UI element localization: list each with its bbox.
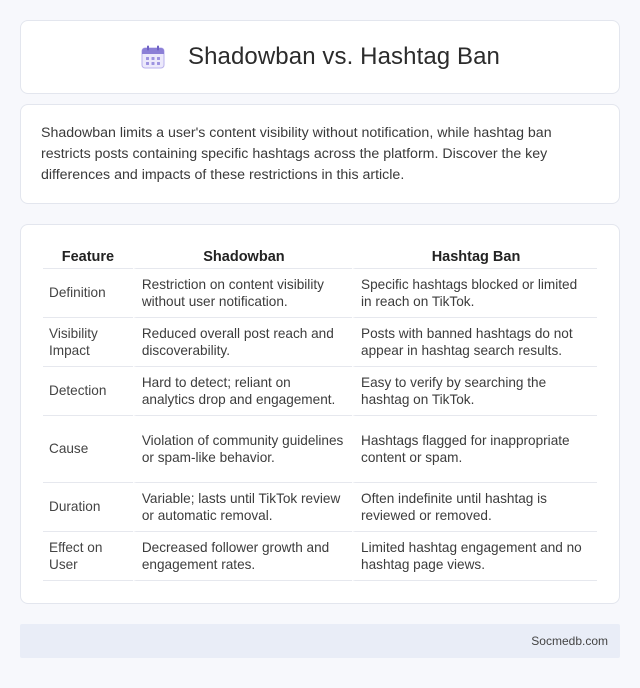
hashtag-ban-cell: Hashtags flagged for inappropriate content or spam. (352, 416, 597, 483)
hashtag-ban-cell: Often indefinite until hashtag is reviewed or removed. (352, 483, 597, 532)
table-header-row (43, 243, 597, 269)
table-row (43, 532, 597, 581)
hashtag-ban-cell: Easy to verify by searching the hashtag on TikTok. (352, 367, 597, 416)
table-row (43, 367, 597, 416)
hashtag-ban-cell: Posts with banned hashtags do not appear in hashtag search results. (352, 318, 597, 367)
shadowban-cell: Hard to detect; reliant on analytics drop and engagement. (133, 367, 352, 416)
source-link[interactable]: Socmedb.com (531, 634, 608, 648)
comparison-table-card (20, 224, 620, 604)
shadowban-cell: Violation of community guidelines or spam-like behavior. (133, 416, 352, 483)
shadowban-cell: Restriction on content visibility without user notification. (133, 269, 352, 318)
table-row (43, 416, 597, 483)
comparison-table (43, 243, 597, 581)
table-row (43, 318, 597, 367)
shadowban-cell: Reduced overall post reach and discoverability. (133, 318, 352, 367)
column-header: Shadowban (133, 243, 352, 269)
intro-text: Shadowban limits a user's content visibility without notification, while hashtag ban restricts posts containing specific hashtags across the platform. Discover the key differences and impacts of these restrictions in this article. (41, 125, 552, 183)
shadowban-cell: Variable; lasts until TikTok review or automatic removal. (133, 483, 352, 532)
hashtag-ban-cell: Limited hashtag engagement and no hashtag page views. (352, 532, 597, 581)
table-row (43, 269, 597, 318)
hashtag-ban-cell: Specific hashtags blocked or limited in reach on TikTok. (352, 269, 597, 318)
feature-cell: Duration (43, 483, 133, 532)
title-card (20, 20, 620, 94)
table-row (43, 483, 597, 532)
feature-cell: Effect on User (43, 532, 133, 581)
feature-cell: Visibility Impact (43, 318, 133, 367)
feature-cell: Detection (43, 367, 133, 416)
shadowban-cell: Decreased follower growth and engagement rates. (133, 532, 352, 581)
intro-card (20, 104, 620, 204)
feature-cell: Definition (43, 269, 133, 318)
calendar-icon (140, 44, 166, 70)
column-header: Feature (43, 243, 133, 269)
footer (20, 624, 620, 658)
page-title: Shadowban vs. Hashtag Ban (187, 43, 501, 70)
column-header: Hashtag Ban (352, 243, 597, 269)
feature-cell: Cause (43, 416, 133, 483)
